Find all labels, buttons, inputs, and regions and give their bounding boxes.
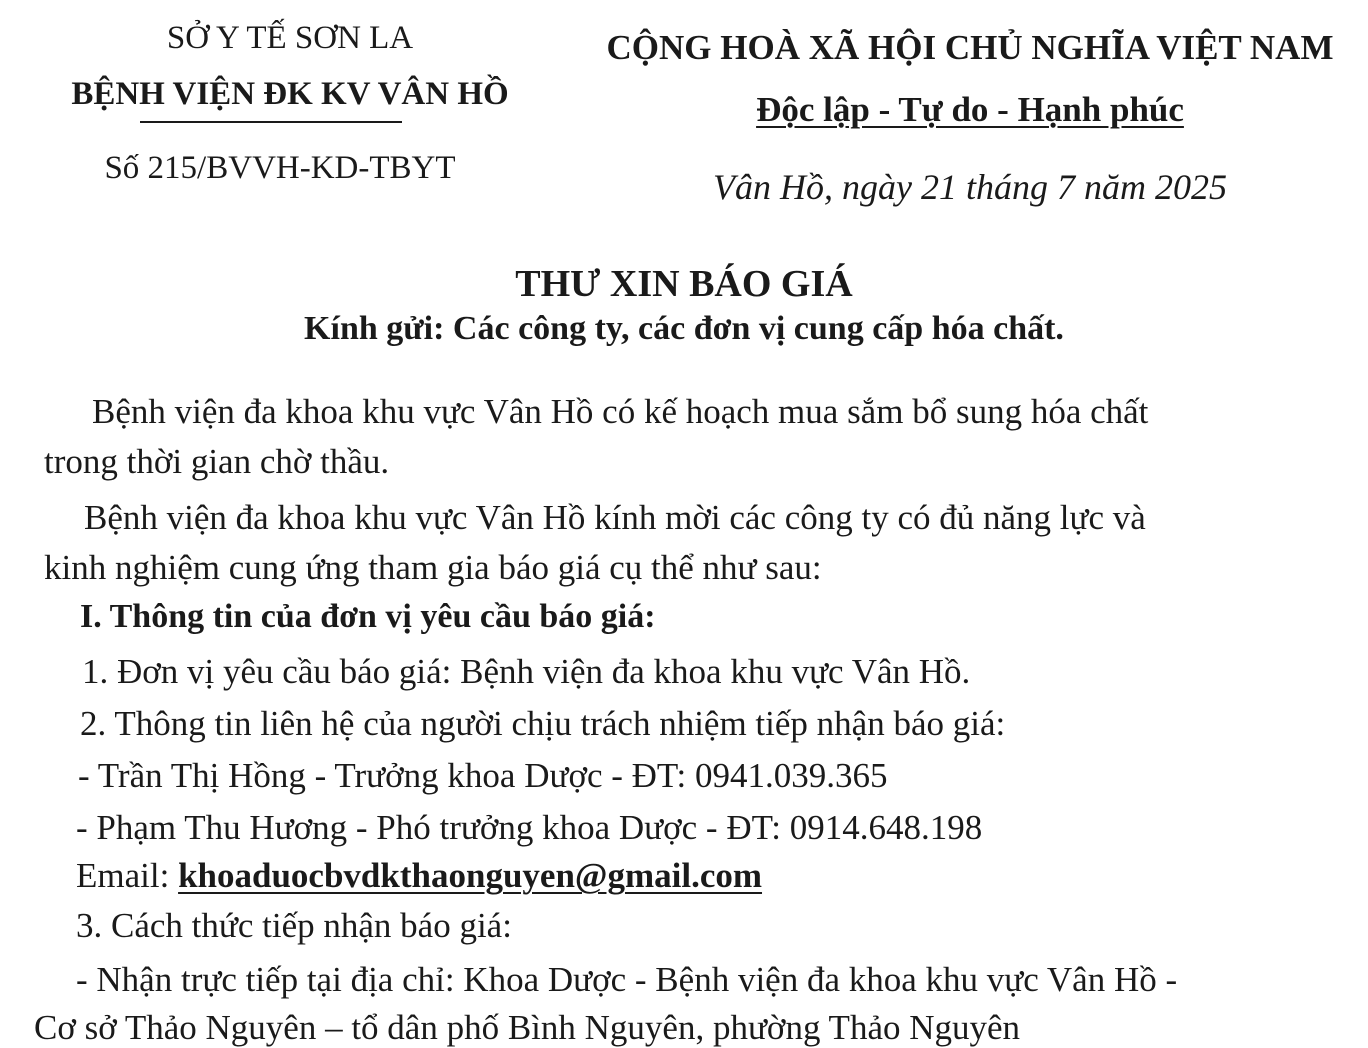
hospital-underline (140, 121, 402, 123)
receive-line-2: Cơ sở Thảo Nguyên – tổ dân phố Bình Nguyên, phường Thảo Nguyên (34, 1008, 1021, 1047)
section-1-heading: I. Thông tin của đơn vị yêu cầu báo giá: (80, 598, 656, 635)
contact-1: - Trần Thị Hồng - Trưởng khoa Dược - ĐT: 0941.039.365 (78, 756, 888, 795)
paragraph-2-line-1: Bệnh viện đa khoa khu vực Vân Hồ kính mời các công ty có đủ năng lực và (84, 498, 1146, 537)
paragraph-1-line-1: Bệnh viện đa khoa khu vực Vân Hồ có kế hoạch mua sắm bổ sung hóa chất (92, 392, 1149, 431)
national-motto (590, 90, 1350, 130)
contact-2: - Phạm Thu Hương - Phó trưởng khoa Dược - ĐT: 0914.648.198 (76, 808, 983, 847)
agency-name: SỞ Y TẾ SƠN LA (166, 20, 414, 56)
issue-date: Vân Hồ, ngày 21 tháng 7 năm 2025 (713, 167, 1227, 207)
paragraph-2-line-2: kinh nghiệm cung ứng tham gia báo giá cụ thể như sau: (44, 548, 822, 587)
email-label: Email: (76, 856, 179, 895)
receive-line-1: - Nhận trực tiếp tại địa chỉ: Khoa Dược - Bệnh viện đa khoa khu vực Vân Hồ - (76, 960, 1178, 999)
document-title: THƯ XIN BÁO GIÁ (515, 263, 853, 305)
motto-text: Độc lập - Tự do - Hạnh phúc (756, 90, 1184, 129)
item-2: 2. Thông tin liên hệ của người chịu trách nhiệm tiếp nhận báo giá: (80, 704, 1006, 743)
national-title: CỘNG HOÀ XÃ HỘI CHỦ NGHĨA VIỆT NAM (606, 28, 1334, 67)
hospital-name: BỆNH VIỆN ĐK KV VÂN HỒ (71, 76, 509, 112)
document-number: Số 215/BVVH-KD-TBYT (104, 150, 456, 186)
item-3: 3. Cách thức tiếp nhận báo giá: (76, 906, 512, 945)
email-link[interactable]: khoaduocbvdkthaonguyen@gmail.com (178, 856, 763, 895)
paragraph-1-line-2: trong thời gian chờ thầu. (44, 442, 390, 481)
email-line (76, 856, 762, 896)
item-1: 1. Đơn vị yêu cầu báo giá: Bệnh viện đa khoa khu vực Vân Hồ. (82, 652, 971, 691)
recipient-line: Kính gửi: Các công ty, các đơn vị cung cấp hóa chất. (304, 310, 1064, 347)
